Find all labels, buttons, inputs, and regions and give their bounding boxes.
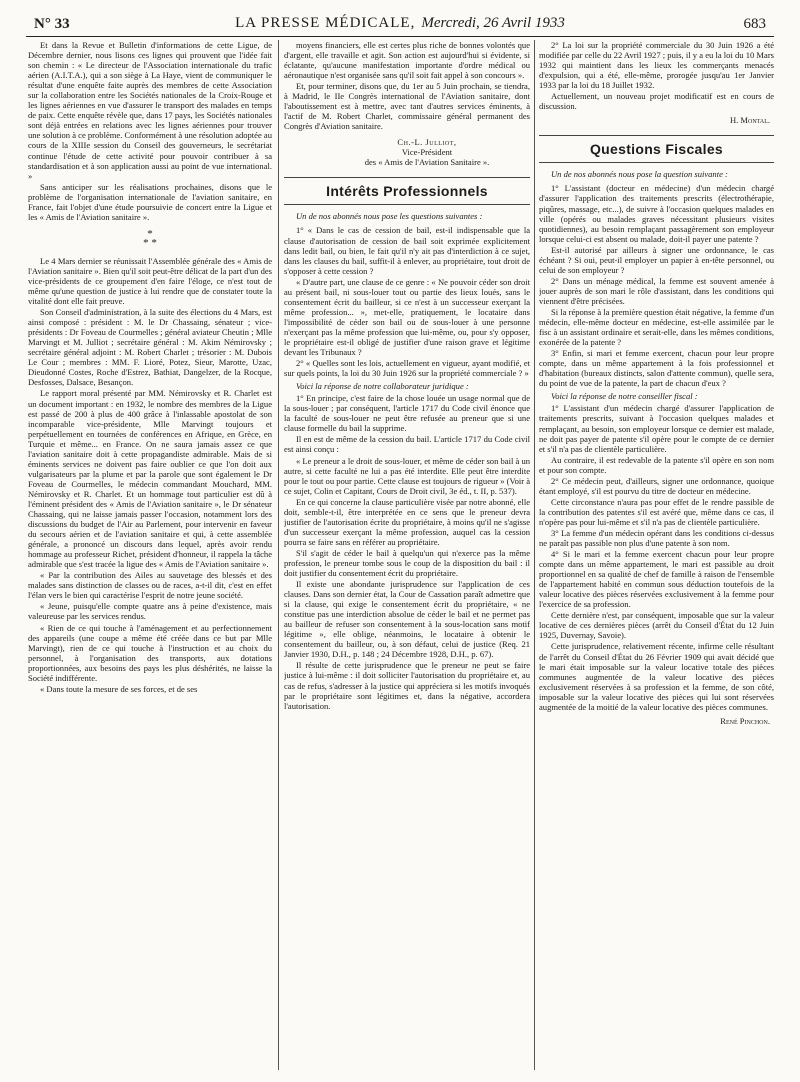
issue-date: Mercredi, 26 Avril 1933 <box>421 15 565 31</box>
answer: Actuellement, un nouveau projet modificatif est en cours de discussion. <box>539 91 774 112</box>
issue-number: N° 33 <box>34 16 70 32</box>
question: « D'autre part, une clause de ce genre : « Ne pouvoir céder son droit au présent bail, ni sous-louer tout ou partie des lieux loués, sans le consentement écrit du bailleur, si ce n'est à un successeur exerçant la même profession... », met-elle, pratiquement, le locataire dans l'impossibilité de céder son bail ou de sous-louer à une personne n'exerçant pas la même profession que lui-même, ou, pour s'y opposer, le propriétaire est-il obligé de justifier d'une raison grave et légitime devant les Tribunaux ? <box>284 276 530 358</box>
page-number: 683 <box>743 16 766 32</box>
page-header <box>26 10 774 37</box>
section-intro: Un de nos abonnés nous pose les questions suivantes : <box>296 211 483 222</box>
section-stars: * * * <box>143 227 157 249</box>
author-name: Ch.-L. Julliot, <box>397 137 457 148</box>
question: Est-il autorisé par ailleurs à signer une ordonnance, le cas échéant ? Si oui, peut-il employer un papier à en-tête personnel, ou celui de son employeur ? <box>539 244 774 275</box>
question: 3° Enfin, si mari et femme exercent, chacun pour leur propre compte, dans un même appartement à la fois professionnel et d'habitation (bureaux distincts, salon d'attente commun), quelle sera, du point de vue de la patente, la part de chacun d'eux ? <box>539 348 774 389</box>
paragraph: Sans anticiper sur les réalisations prochaines, disons que le problème de l'organisation internationale de l'aviation sanitaire, en France, fait l'objet d'une étude poursuivie de concert entre la Ligue et les « Amis de l'Aviation sanitaire ». <box>28 181 272 222</box>
answer: 3° La femme d'un médecin opérant dans les conditions ci-dessus ne paraît pas passible non plus d'une patente à son nom. <box>539 527 774 549</box>
author-signature: H. Montal. <box>729 115 770 126</box>
column-divider <box>534 40 535 1070</box>
reply-intro: Voici la réponse de notre collaborateur juridique : <box>296 381 469 392</box>
answer: Il existe une abondante jurisprudence sur l'application de ces clauses. Dans son dernier état, la Cour de Cassation paraît admettre que si la clause, qui exige le consentement écrit du propriétaire, « ne constitue pas une interdiction absolue de céder le bail et ne permet pas au bailleur de refuser son consentement à la sous-location sans motif légitime », elle oblige, néanmoins, le locataire à obtenir le consentement du bailleur, ou, à son défaut, celui de justice (Req. 21 Janvier 1930, D.H., p. 148 ; 24 Décembre 1928, D.H., p. 67). <box>284 579 530 660</box>
answer: « Le preneur a le droit de sous-louer, et même de céder son bail à un autre, si cette faculté ne lui a pas été interdite. Elle peut être interdite pour le tout ou pour partie. Cette clause est toujours de rigueur » (Voir à ce sujet, Colin et Capitant, Cours de Droit civil, 3e éd., t. II, p. 537). <box>284 455 530 496</box>
publication-name: LA PRESSE MÉDICALE, <box>235 15 416 31</box>
masthead <box>26 15 774 32</box>
paragraph: « Dans toute la mesure de ses forces, et de ses <box>40 683 198 694</box>
signature-block <box>324 137 530 167</box>
paragraph: « Jeune, puisqu'elle compte quatre ans à peine d'existence, mais valeureuse par les services rendus. <box>28 601 272 622</box>
answer: 4° Si le mari et la femme exercent chacun pour leur propre compte dans un même appartement, le mari est passible au droit proportionnel en sa qualité de chef de famille à raison de l'ensemble de l'appartement habité en commun sous déduction toutefois de la valeur locative des pièces réservées exclusivement à la femme pour l'exercice de sa profession. <box>539 549 774 610</box>
paragraph: Son Conseil d'administration, à la suite des élections du 4 Mars, est ainsi composé : président : M. le Dr Chassaing, sénateur ; vice-présidents : Dr Foveau de Courmelles ; général aviateur Cheutin ; Mlle Marvingt et M. Julliot ; secrétaire général : M. Akim Némirovsky ; secrétaire général adjoint : M. Robert Charlet ; trésorier : M. Dubois Le Cour ; membres : MM. F. Lioré, Potez, Sieur, Marotte, Uzac, Dieudonné Costes, Roche d'Estrez, Bathiat, Dangelzer, de la Rocque, Desfosses, Dalsace, Besançon. <box>28 307 272 388</box>
paragraph: « Par la contribution des Ailes au sauvetage des blessés et des malades sans distinction de classes ou de races, a-t-il dit, c'est en effet l'élan vers le bien qui caractérise l'esprit de notre jeune société. <box>28 570 272 601</box>
answer: Il en est de même de la cession du bail. L'article 1717 du Code civil est ainsi conçu : <box>284 434 530 455</box>
section-intro: Un de nos abonnés nous pose la question suivante : <box>551 169 728 180</box>
question: 1° « Dans le cas de cession de bail, est-il indispensable que la clause d'autorisation de cession de bail soit exprimée explicitement dans ledit bail, ou bien, le fait qu'il n'y ait pas d'interdiction à ce sujet, dans les clauses du bail, suffit-il à enlever, au propriétaire, tout droit de s'opposer à cette cession ? <box>284 225 530 276</box>
answer: 1° L'assistant d'un médecin chargé d'assurer l'application de traitements prescrits, suivant à l'occasion quelques malades et remplaçant, au besoin, son employeur lorsque ce dernier est malade, ne doit pas payer de patente s'il opère pour le compte de ce dernier et s'il n'a pas de clientèle particulière. <box>539 403 774 454</box>
answer: Cette dernière n'est, par conséquent, imposable que sur la valeur locative de ces dernières pièces (arrêt du Conseil d'État du 12 Juin 1925, Duvernay, Savoie). <box>539 610 774 641</box>
paragraph: Le rapport moral présenté par MM. Némirovsky et R. Charlet est un document important : en 1932, le nombre des membres de la Ligue est passé de 200 à plus de 400 grâce à l'inlassable apostolat de son incomparable vice-présidente, Mlle Marvingt toujours et perpétuellement en tournées de conférences en Afrique, en Grèce, en Turquie et même... en France. On ne saura jamais assez ce que l'aviation sanitaire doit à cette propagandiste admirable. Mais de si éminents services ne doivent pas faire oublier ce que l'on doit aux vulgarisateurs par la plume et par la parole que sont également le Dr Foveau de Courmelles, le médecin commandant Mouchard, MM. Némirovsky et R. Charlet. Et un hommage tout particulier est dû à l'éminent président des « Amis de l'Aviation sanitaire », le Dr sénateur Chassaing, qui ne laisse jamais passer l'occasion, notamment lors des discussions du budget de l'Air au Parlement, pour intervenir en faveur du secours aérien et de l'aviation sanitaire et qui, à cette assemblée générale, a prononcé un discours dans lequel, après avoir rendu hommage au professeur Richet, président d'honneur, il rappela la tâche admirable que s'est tracée la ligue des « Amis de l'Aviation sanitaire ». <box>28 388 272 570</box>
paragraph: Et dans la Revue et Bulletin d'informations de cette Ligue, de Décembre dernier, nous lisons ces lignes qui prouvent que l'idée fait son chemin : « Le directeur de l'Association internationale du trafic aérien (A.I.T.A.), qui a son siège à La Haye, vient de communiquer le résultat d'une enquête faite auprès des membres de cette Association sur la collaboration entre les Sociétés nationales de la Croix-Rouge et les lignes aériennes en vue d'assurer le transport des malades en temps de paix. Cette enquête révèle que, dans 17 pays, les Sociétés nationales sont déjà entrées en relations avec les lignes aériennes pour trouver une solution à ce problème. Conformément à une résolution adoptée au cours de la XIIIe session du Conseil des gouverneurs, le secrétariat continue l'étude de cette activité pour pouvoir contribuer à sa standardisation et à son application aussi au point de vue international. » <box>28 40 272 181</box>
answer: S'il s'agit de céder le bail à quelqu'un qui n'exerce pas la même profession, le preneur tombe sous le coup de la disposition du bail : il doit justifier du consentement écrit du propriétaire. <box>284 547 530 579</box>
answer: Il résulte de cette jurisprudence que le preneur ne peut se faire justice à lui-même : il doit solliciter l'autorisation du propriétaire et, au cas de refus, s'adresser à la justice qui appréciera si les motifs invoqués par le propriétaire sont légitimes et, dans la négative, accordera l'autorisation. <box>284 660 530 711</box>
question: 1° L'assistant (docteur en médecine) d'un médecin chargé d'assurer l'application des traitements prescrits (électrothérapie, piqûres, massage, etc...), de suivre à l'occasion quelques malades en ville (opérés ou malades graves nécessitant plusieurs visites quotidiennes), au besoin remplaçant passagèrement son employeur lorsque celui-ci est absent ou malade, doit-il payer une patente ? <box>539 183 774 244</box>
question: 2° « Quelles sont les lois, actuellement en vigueur, ayant modifié, et sur quels points, la loi du 30 Juin 1926 sur la propriété commerciale ? » <box>284 358 530 379</box>
answer: Cette jurisprudence, relativement récente, infirme celle résultant de l'arrêt du Conseil d'État du 26 Février 1909 qui avait décidé que le mari était imposable sur la valeur locative totale des pièces communes augmentée de la valeur locative des pièces exclusivement réservées à sa profession et la femme, de son côté, imposable sur la valeur locative des pièces qui lui sont réservées augmentée de la moitié de la valeur locative des pièces communes. <box>539 641 774 712</box>
answer: 1° En principe, c'est faire de la chose louée un usage normal que de la sous-louer ; par conséquent, l'article 1717 du Code civil énonce que la faculté de sous-louer ne peut être refusée au preneur que si une clause formelle du bail la supprime. <box>284 393 530 434</box>
answer: 2° Ce médecin peut, d'ailleurs, signer une ordonnance, quoique étant employé, s'il est pourvu du titre de docteur en médecine. <box>539 475 774 496</box>
author-signature: René Pinchon. <box>720 715 770 726</box>
answer: Cette circonstance n'aura pas pour effet de le rendre passible de la contribution des patentes s'il est avéré que, même dans ce cas, il n'opère pas pour lui-même et s'il n'a pas de clientèle particulière. <box>539 496 774 527</box>
question: 2° Dans un ménage médical, la femme est souvent amenée à jouer auprès de son mari le rôle d'assistant, dans les conditions qui viennent d'être précisées. <box>539 275 774 306</box>
column-middle <box>284 40 530 1070</box>
column-right <box>539 40 774 1070</box>
column-divider <box>278 40 279 1070</box>
reply-intro: Voici la réponse de notre conseiller fiscal : <box>551 391 698 402</box>
paragraph: Et, pour terminer, disons que, du 1er au 5 Juin prochain, se tiendra, à Madrid, le IIe Congrès international de l'Aviation sanitaire, dont l'aboutissement est à mettre, avec tant d'autres services éminents, à l'actif de M. Robert Charlet, commissaire général permanent des Congrès d'Aviation sanitaire. <box>284 81 530 132</box>
paragraph: « Rien de ce qui touche à l'aménagement et au perfectionnement des appareils (une coupe a même été créée dans ce but par Mlle Marvingt), rien de ce qui touche à l'instruction et au choix du personnel, à l'organisation des transports, aux dotations proportionnées, aux besoins des pays les plus déshérités, ne laisse la Société indifférente. <box>28 622 272 683</box>
author-org: des « Amis de l'Aviation Sanitaire ». <box>364 157 490 168</box>
question: Si la réponse à la première question était négative, la femme d'un médecin, elle-même docteur en médecine, est-elle assimilée par le fisc à un assistant ordinaire et serait-elle, dans les mêmes conditions, exonérée de la patente ? <box>539 306 774 348</box>
section-title-interets: Intérêts Professionnels <box>284 177 530 205</box>
column-left <box>28 40 272 1070</box>
section-title-questions-fiscales: Questions Fiscales <box>539 135 774 163</box>
answer: 2° La loi sur la propriété commerciale du 30 Juin 1926 a été modifiée par celle du 22 Avril 1927 ; puis, il y a eu la loi du 10 Mars 1932 qui maintient dans les lieux les commerçants menacés d'expulsion, qui a été, elle-même, prorogée jusqu'au 1er Janvier 1933 par la loi du 18 Juillet 1932. <box>539 40 774 91</box>
author-role: Vice-Président <box>401 147 453 158</box>
paragraph: moyens financiers, elle est certes plus riche de bonnes volontés que d'argent, elle travaille et agit. Son action est aujourd'hui si évidente, si éclatante, qu'aucune manifestation importante d'ordre médical ou aéronautique n'est organisée sans qu'il soit fait appel à son concours ». <box>284 40 530 81</box>
answer: En ce qui concerne la clause particulière visée par notre abonné, elle doit, semble-t-il, être interprétée en ce sens que le preneur devra justifier de l'autorisation écrite du propriétaire, à moins qu'il ne s'agisse d'un successeur exerçant la même profession, auquel cas la cession pourra se faire sans en référer au propriétaire. <box>284 496 530 547</box>
answer: Au contraire, il est redevable de la patente s'il opère en son nom et pour son compte. <box>539 454 774 475</box>
paragraph: Le 4 Mars dernier se réunissait l'Assemblée générale des « Amis de l'Aviation sanitaire ». Bien qu'il soit peut-être délicat de la part d'un des vice-présidents de ce groupement d'en faire l'éloge, ce n'est tout de même qu'une question de justice à lui rendre que de constater toute la vitalité dont elle fait preuve. <box>28 255 272 307</box>
